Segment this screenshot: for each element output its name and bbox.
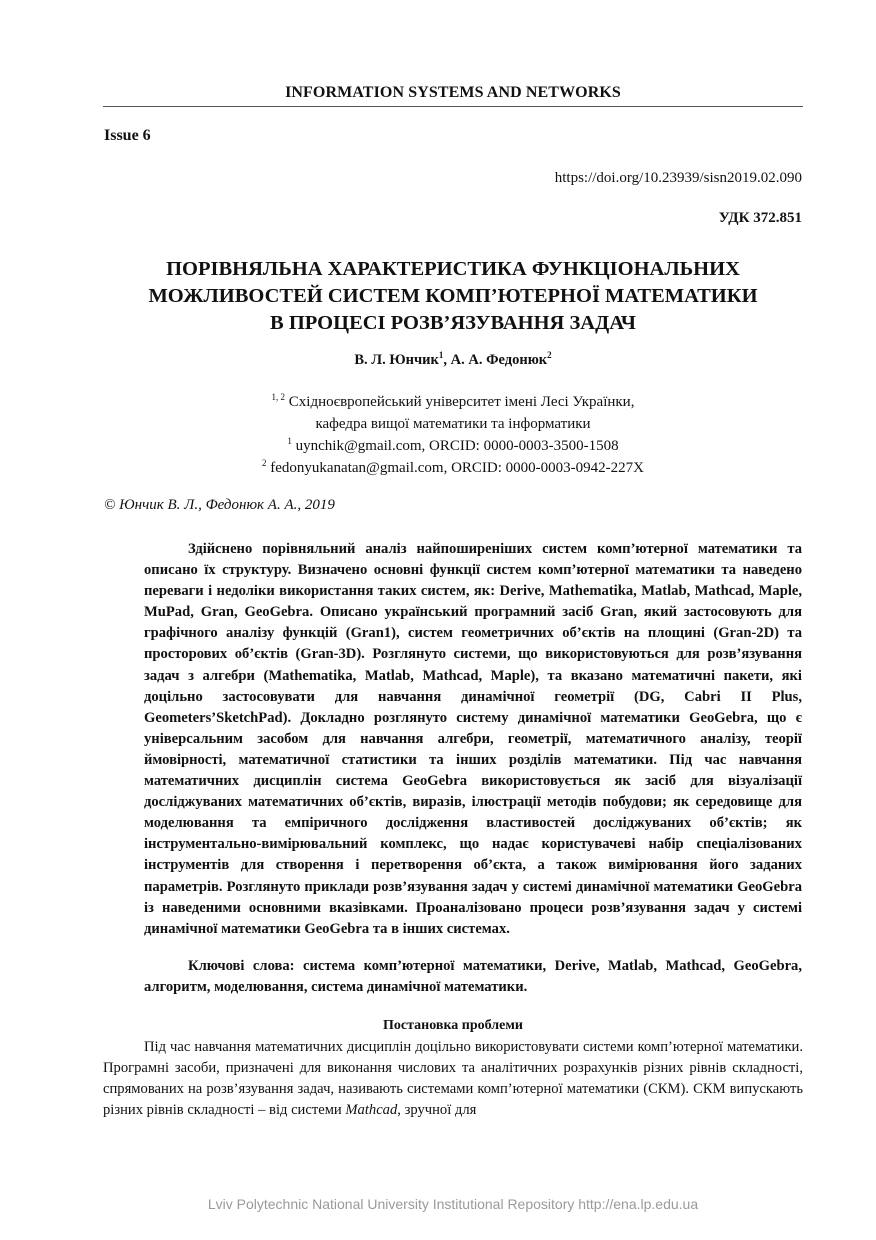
contact-email-orcid[interactable]: uynchik@gmail.com, ORCID: 0000-0003-3500-1508 xyxy=(295,438,619,454)
title-line: ПОРІВНЯЛЬНА ХАРАКТЕРИСТИКА ФУНКЦІОНАЛЬНИХ xyxy=(166,258,740,280)
repository-footer: Lviv Polytechnic National University Institutional Repository http://ena.lp.edu.ua xyxy=(207,1196,699,1212)
abstract-paragraph: Здійснено порівняльний аналіз найпоширеніших систем комп’ютерної математики та описано їх структуру. Визначено основні функції систем комп’ютерної математики та наведено переваги і недоліки використання таких систем, як: Derive, Mathematika, Matlab, Mathcad, Maple, MuPad, Gran, GeoGebra. Описано український програмний засіб Gran, який застосовують для графічного аналізу функцій (Gran1), систем геометричних об’єктів на площині (Gran-2D) та просторових об’єктів (Gran-3D). Розглянуто системи, що використовуються для розв’язування задач з алгебри (Mathematika, Matlab, Mathcad, Maple), та вказано математичні пакети, які доцільно застосовувати для навчання динамічної геометрії (DG, Cabri II Plus, Geometers’SketchPad). Докладно розглянуто систему динамічної математики GeoGebra, що є універсальним засобом для навчання алгебри, геометрії, математичного аналізу, теорії ймовірності, математичної статистики та інших розділів математики. Під час навчання математичних дисциплін система GeoGebra використовується як засіб для візуалізації досліджуваних математичних об’єктів, виразів, ілюстрації методів побудови; як середовище для моделювання та емпіричного дослідження властивостей досліджуваних об’єктів; як інструментально-вимірювальний комплекс, що надає користувачеві набір спеціалізованих інструментів для створення і перетворення об’єкта, а також вимірювання його заданих параметрів. Розглянуто приклади розв’язування задач у системі динамічної математики GeoGebra із наведеними основними вказівками. Проаналізовано процеси розв’язування задач у системі динамічної математики GeoGebra та в інших системах. xyxy=(144,541,802,937)
doi-link[interactable]: https://doi.org/10.23939/sisn2019.02.090 xyxy=(554,170,802,186)
affiliation-department: кафедра вищої математики та інформатики xyxy=(315,416,591,432)
contact-sup: 2 xyxy=(262,458,267,468)
body-text-part: Під час навчання математичних дисциплін доцільно використовувати системи комп’ютерної математики. Програмні засоби, призначені для виконання числових та аналітичних розрахунків різних рівнів складності, спрямованих на розв’язування задач, називають системами комп’ютерної математики (СКМ). СКМ випускають різних рівнів складності – від системи xyxy=(103,1039,803,1119)
author-name: А. А. Федонюк xyxy=(450,352,548,368)
affiliation-line xyxy=(103,391,803,413)
article-title xyxy=(103,256,803,337)
issue-number: Issue 6 xyxy=(104,127,151,144)
author-name: В. Л. Юнчик xyxy=(354,352,439,368)
author-sup: 1 xyxy=(438,350,444,360)
section-heading: Постановка проблеми xyxy=(383,1018,523,1033)
udk-code: УДК 372.851 xyxy=(718,210,802,226)
copyright-notice: © Юнчик В. Л., Федонюк А. А., 2019 xyxy=(104,497,335,513)
contact-email-orcid[interactable]: fedonyukanatan@gmail.com, ORCID: 0000-0003-0942-227X xyxy=(270,460,644,476)
author-separator: , xyxy=(443,352,451,368)
author-sup: 2 xyxy=(547,350,552,360)
body-text-part: , зручної для xyxy=(397,1102,477,1119)
body-italic-term: Mathcad xyxy=(345,1102,398,1119)
affiliation-sup: 1, 2 xyxy=(271,392,286,402)
contact-sup: 1 xyxy=(287,436,292,446)
title-line: МОЖЛИВОСТЕЙ СИСТЕМ КОМП’ЮТЕРНОЇ МАТЕМАТИКИ xyxy=(148,285,758,307)
contact-line-1 xyxy=(103,435,803,457)
body-paragraph xyxy=(103,1037,803,1121)
journal-title: INFORMATION SYSTEMS AND NETWORKS xyxy=(285,84,621,101)
author-list xyxy=(103,352,803,369)
keywords-paragraph: Ключові слова: система комп’ютерної математики, Derive, Matlab, Mathcad, GeoGebra, алгоритм, моделювання, система динамічної математики. xyxy=(144,958,802,996)
contact-line-2 xyxy=(103,457,803,479)
affiliation-university: Східноєвропейський університет імені Лесі Українки, xyxy=(288,394,635,410)
header-rule xyxy=(103,106,803,107)
affiliation-block xyxy=(103,391,803,479)
title-line: В ПРОЦЕСІ РОЗВ’ЯЗУВАННЯ ЗАДАЧ xyxy=(270,312,636,334)
